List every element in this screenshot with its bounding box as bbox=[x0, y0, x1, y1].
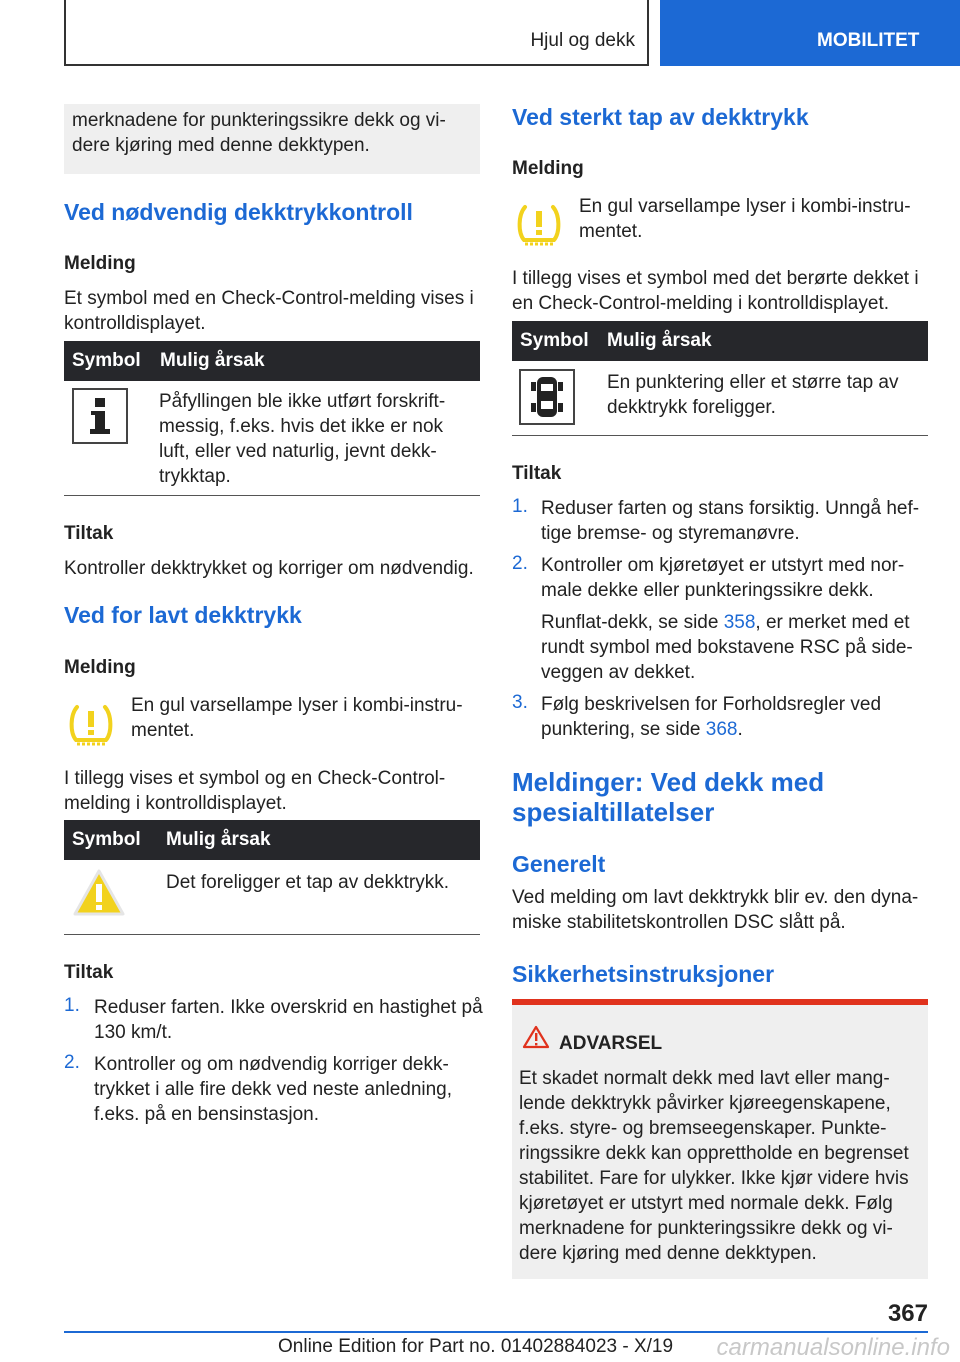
header-section-title: Hjul og dekk bbox=[530, 30, 635, 51]
table-header-1 bbox=[64, 341, 480, 381]
lamp-text-line-1: En gul varsellampe lyser i kombi-instru- bbox=[579, 196, 911, 217]
sec3-text-line-1: I tillegg vises et symbol med det berørte dekket i bbox=[512, 268, 919, 289]
row3-cause-line-1: En punktering eller et større tap av bbox=[607, 372, 899, 393]
r-step2-extra-line-2: rundt symbol med bokstavene RSC på side- bbox=[541, 637, 913, 658]
step2-line-2: trykket i alle fire dekk ved neste anledning, bbox=[94, 1079, 453, 1100]
step2-line-3: f.eks. på en bensinstasjon. bbox=[94, 1104, 319, 1125]
table-header-3 bbox=[512, 321, 928, 361]
step1-line-1: Reduser farten. Ikke overskrid en hastighet på bbox=[94, 997, 483, 1018]
r-step2-extra-line-1 bbox=[541, 610, 910, 635]
subheading-generelt: Generelt bbox=[512, 851, 606, 877]
step-number: 1. bbox=[512, 496, 528, 517]
col-symbol: Symbol bbox=[72, 829, 141, 850]
section-title-low-pressure: Ved for lavt dekktrykk bbox=[64, 602, 302, 628]
col-cause: Mulig årsak bbox=[607, 330, 712, 351]
label-tiltak-2: Tiltak bbox=[64, 962, 114, 983]
lamp-text-line-2: mentet. bbox=[131, 720, 195, 741]
info-icon bbox=[72, 388, 128, 444]
generelt-line-2: miske stabilitetskontrollen DSC slått på. bbox=[512, 912, 846, 933]
r-step2-line-2: male dekke eller punkteringssikre dekk. bbox=[541, 580, 874, 601]
lamp-text-line-1: En gul varsellampe lyser i kombi-instru- bbox=[131, 695, 463, 716]
tire-pressure-warning-icon bbox=[516, 203, 562, 247]
warning-line-5: stabilitet. Fare for ulykker. Ikke kjør videre hvis bbox=[519, 1168, 909, 1189]
warning-triangle-icon bbox=[72, 868, 126, 918]
label-tiltak-3: Tiltak bbox=[512, 463, 562, 484]
page-ref-link[interactable]: 358 bbox=[723, 612, 756, 633]
warning-line-4: ringssikre dekk kan opprettholde en begrenset bbox=[519, 1143, 909, 1164]
subheading-safety: Sikkerhetsinstruksjoner bbox=[512, 961, 775, 987]
footer-divider bbox=[64, 1331, 928, 1333]
col-symbol: Symbol bbox=[72, 350, 141, 371]
step1-line-2: 130 km/t. bbox=[94, 1022, 173, 1043]
section-title-pressure-check: Ved nødvendig dekktrykkontroll bbox=[64, 199, 413, 225]
step-number: 1. bbox=[64, 995, 80, 1016]
step-number: 3. bbox=[512, 692, 528, 713]
text: punktering, se side bbox=[541, 719, 706, 740]
header-chapter-title: MOBILITET bbox=[817, 30, 920, 51]
col-symbol: Symbol bbox=[520, 330, 589, 351]
section-title-severe-loss: Ved sterkt tap av dekktrykk bbox=[512, 104, 809, 130]
lamp-text-line-2: mentet. bbox=[579, 221, 643, 242]
page-ref-link[interactable]: 368 bbox=[705, 719, 738, 740]
warning-line-2: lende dekktrykk påvirker kjøreegenskapene, bbox=[519, 1093, 891, 1114]
sec2-text-line-1: I tillegg vises et symbol og en Check-Control- bbox=[64, 768, 446, 789]
intro-note-box bbox=[64, 104, 480, 174]
r-step3-line-2 bbox=[541, 717, 743, 742]
table-divider bbox=[64, 495, 480, 496]
sec1-text-line-2: kontrolldisplayet. bbox=[64, 313, 206, 334]
warning-line-3: f.eks. styre- og bremseegenskaper. Punkte- bbox=[519, 1118, 887, 1139]
text: , er merket med et bbox=[755, 612, 910, 633]
warning-title: ADVARSEL bbox=[559, 1033, 663, 1054]
step2-line-1: Kontroller og om nødvendig korriger dekk- bbox=[94, 1054, 449, 1075]
r-step1-line-2: tige bremse- og styremanøvre. bbox=[541, 523, 800, 544]
r-step3-line-1: Følg beskrivelsen for Forholdsregler ved bbox=[541, 694, 882, 715]
edition-text: Online Edition for Part no. 01402884023 - X/19 bbox=[278, 1336, 674, 1357]
header-section-box bbox=[64, 0, 649, 66]
intro-note-line-2: dere kjøring med denne dekktypen. bbox=[72, 135, 370, 156]
step-number: 2. bbox=[512, 553, 528, 574]
header-chapter-tab[interactable] bbox=[660, 0, 960, 66]
row1-cause-line-4: trykktap. bbox=[159, 466, 231, 487]
car-tire-damage-icon bbox=[519, 369, 575, 425]
row1-cause-line-1: Påfyllingen ble ikke utført forskrift- bbox=[159, 391, 446, 412]
warning-line-7: merknadene for punkteringssikre dekk og vi- bbox=[519, 1218, 893, 1239]
table-divider bbox=[512, 435, 928, 436]
table-header-2 bbox=[64, 820, 480, 860]
sec1-text-line-1: Et symbol med en Check-Control-melding vises i bbox=[64, 288, 474, 309]
tiltak-1-text: Kontroller dekktrykket og korriger om nødvendig. bbox=[64, 558, 474, 579]
label-melding-2: Melding bbox=[64, 657, 136, 678]
r-step1-line-1: Reduser farten og stans forsiktig. Unngå hef- bbox=[541, 498, 920, 519]
warning-box bbox=[512, 999, 928, 1279]
col-cause: Mulig årsak bbox=[160, 350, 265, 371]
warning-icon bbox=[522, 1025, 550, 1049]
chapter-title-line-2: spesialtillatelser bbox=[512, 797, 715, 827]
col-cause: Mulig årsak bbox=[166, 829, 271, 850]
text: Runflat-dekk, se side bbox=[541, 612, 724, 633]
page-number: 367 bbox=[887, 1300, 928, 1327]
warning-line-6: kjøretøyet er utstyrt med normale dekk. Følg bbox=[519, 1193, 893, 1214]
r-step2-extra-line-3: veggen av dekket. bbox=[541, 662, 696, 683]
label-tiltak-1: Tiltak bbox=[64, 523, 114, 544]
warning-line-1: Et skadet normalt dekk med lavt eller mang- bbox=[519, 1068, 890, 1089]
label-melding-3: Melding bbox=[512, 158, 584, 179]
row1-cause-line-2: messig, f.eks. hvis det ikke er nok bbox=[159, 416, 444, 437]
r-step2-line-1: Kontroller om kjøretøyet er utstyrt med nor- bbox=[541, 555, 905, 576]
sec3-text-line-2: en Check-Control-melding i kontrolldisplayet. bbox=[512, 293, 890, 314]
step-number: 2. bbox=[64, 1052, 80, 1073]
watermark-text: carmanualsonline.info bbox=[716, 1334, 950, 1361]
generelt-line-1: Ved melding om lavt dekktrykk blir ev. den dyna- bbox=[512, 887, 919, 908]
row2-cause: Det foreligger et tap av dekktrykk. bbox=[166, 872, 450, 893]
table-divider bbox=[64, 934, 480, 935]
row1-cause-line-3: luft, eller ved naturlig, jevnt dekk- bbox=[159, 441, 437, 462]
warning-line-8: dere kjøring med denne dekktypen. bbox=[519, 1243, 817, 1264]
intro-note-line-1: merknadene for punkteringssikre dekk og vi- bbox=[72, 110, 446, 131]
text: . bbox=[737, 719, 743, 740]
tire-pressure-warning-icon bbox=[68, 703, 114, 747]
chapter-title-line-1: Meldinger: Ved dekk med bbox=[512, 767, 825, 797]
label-melding-1: Melding bbox=[64, 253, 136, 274]
row3-cause-line-2: dekktrykk foreligger. bbox=[607, 397, 776, 418]
sec2-text-line-2: melding i kontrolldisplayet. bbox=[64, 793, 287, 814]
